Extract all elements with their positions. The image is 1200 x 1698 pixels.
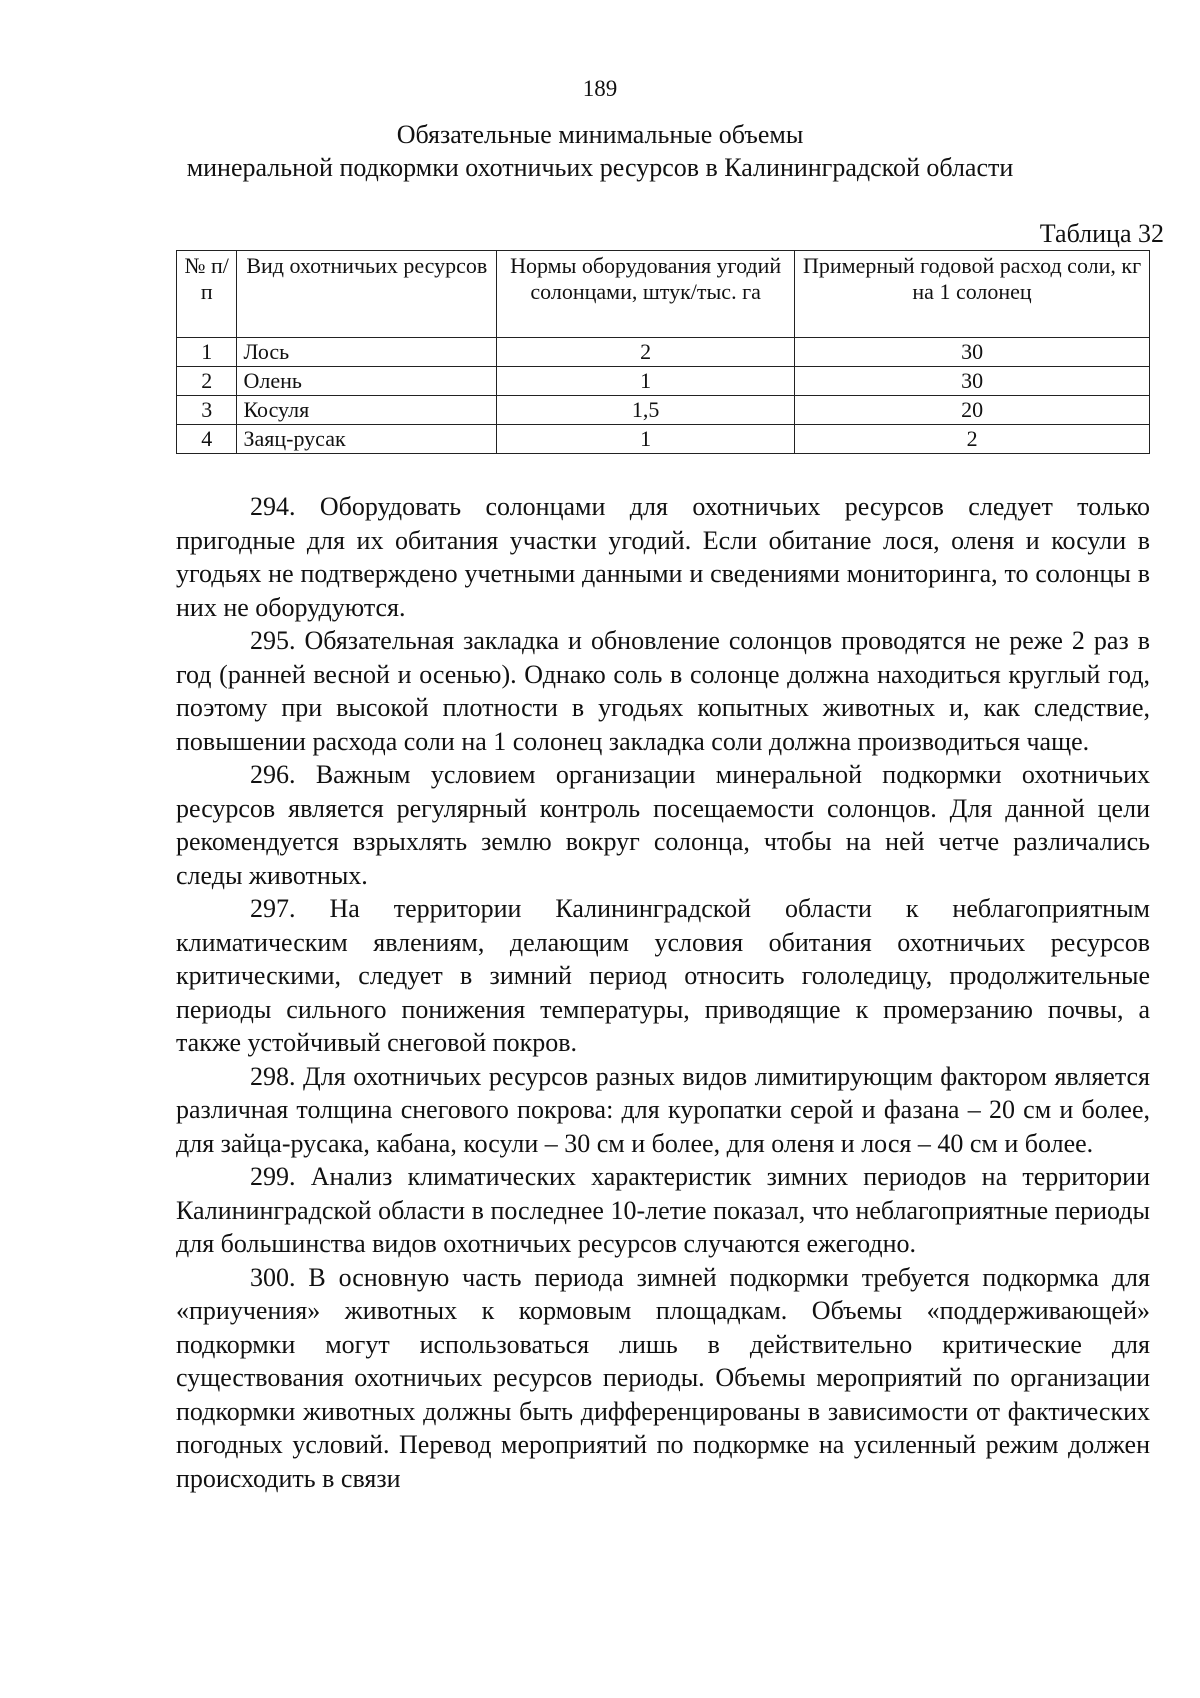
- species-name: Косуля: [237, 396, 497, 425]
- paragraph-295: 295. Обязательная закладка и обновление солонцов проводятся не реже 2 раз в год (ранней весной и осенью). Однако соль в солонце должна находиться круглый год, поэтому при высокой плотности в угодьях копытных животных и, как следствие, повышении расхода соли на 1 солонец закладка соли должна производиться чаще.: [176, 626, 1150, 756]
- row-number: 1: [177, 338, 237, 367]
- row-number: 2: [177, 367, 237, 396]
- species-name: Олень: [237, 367, 497, 396]
- species-name: Заяц-русак: [237, 425, 497, 454]
- table-row: [177, 367, 1150, 396]
- header-salt-consumption: Примерный годовой расход соли, кг на 1 солонец: [795, 251, 1150, 338]
- paragraph-297: 297. На территории Калининградской области к неблагоприятным климатическим явлениям, делающим условия обитания охотничьих ресурсов критическими, следует в зимний период относить гололедицу, продолжительные периоды сильного понижения температуры, приводящие к промерзанию почвы, а также устойчивый снеговой покров.: [176, 894, 1150, 1057]
- species-name: Лось: [237, 338, 497, 367]
- equipment-norm: 2: [497, 338, 795, 367]
- salt-lick-norms-table: [176, 250, 1150, 454]
- header-number: № п/п: [177, 251, 237, 338]
- body-text: [176, 490, 1150, 1495]
- equipment-norm: 1,5: [497, 396, 795, 425]
- table-header-row: [177, 251, 1150, 338]
- header-equipment-norm: Нормы оборудования угодий солонцами, штук/тыс. га: [497, 251, 795, 338]
- document-title: [0, 118, 1200, 184]
- table-row: [177, 396, 1150, 425]
- paragraph-296: 296. Важным условием организации минеральной подкормки охотничьих ресурсов является регулярный контроль посещаемости солонцов. Для данной цели рекомендуется взрыхлять землю вокруг солонца, чтобы на ней четче различались следы животных.: [176, 760, 1150, 890]
- table-row: [177, 425, 1150, 454]
- salt-consumption: 30: [795, 367, 1150, 396]
- row-number: 4: [177, 425, 237, 454]
- equipment-norm: 1: [497, 425, 795, 454]
- salt-consumption: 30: [795, 338, 1150, 367]
- paragraph-298: 298. Для охотничьих ресурсов разных видов лимитирующим фактором является различная толщина снегового покрова: для куропатки серой и фазана – 20 см и более, для зайца-русака, кабана, косули – 30 см и более, для оленя и лося – 40 см и более.: [176, 1061, 1150, 1158]
- title-line-1: Обязательные минимальные объемы: [396, 120, 804, 149]
- row-number: 3: [177, 396, 237, 425]
- paragraph-294: 294. Оборудовать солонцами для охотничьих ресурсов следует только пригодные для их обитания участки угодий. Если обитание лося, оленя и косули в угодьях не подтверждено учетными данными и сведениями мониторинга, то солонцы в них не оборудуются.: [176, 492, 1150, 622]
- title-line-2: минеральной подкормки охотничьих ресурсов в Калининградской области: [186, 153, 1014, 182]
- table-row: [177, 338, 1150, 367]
- paragraph-299: 299. Анализ климатических характеристик зимних периодов на территории Калининградской области в последнее 10-летие показал, что неблагоприятные периоды для большинства видов охотничьих ресурсов случаются ежегодно.: [176, 1162, 1150, 1258]
- equipment-norm: 1: [497, 367, 795, 396]
- page-number: 189: [582, 76, 618, 101]
- paragraph-300: 300. В основную часть периода зимней подкормки требуется подкормка для «приучения» животных к кормовым площадкам. Объемы «поддерживающей» подкормки могут использоваться лишь в действительно критические для существования охотничьих ресурсов периоды. Объемы мероприятий по организации подкормки животных должны быть дифференцированы в зависимости от фактических погодных условий. Перевод мероприятий по подкормке на усиленный режим должен происходить в связи: [176, 1262, 1150, 1493]
- table-caption: Таблица 32: [1039, 219, 1164, 248]
- salt-consumption: 20: [795, 396, 1150, 425]
- header-species: Вид охотничьих ресурсов: [237, 251, 497, 338]
- salt-consumption: 2: [795, 425, 1150, 454]
